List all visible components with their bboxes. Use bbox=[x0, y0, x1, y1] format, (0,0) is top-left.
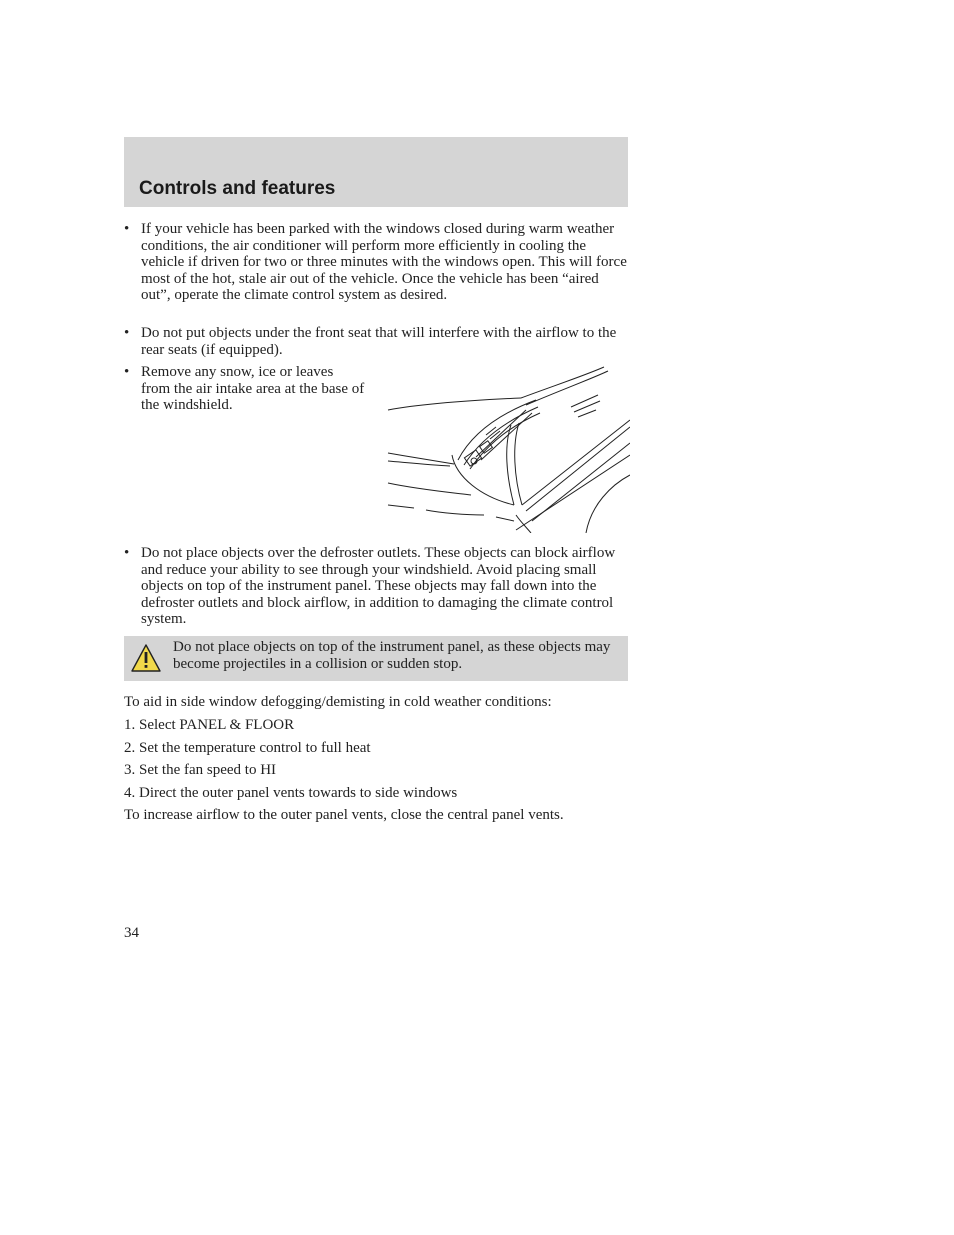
page-number: 34 bbox=[124, 925, 139, 941]
defog-step: 2. Set the temperature control to full heat bbox=[124, 740, 371, 756]
bullet-item bbox=[124, 325, 628, 361]
section-title: Controls and features bbox=[139, 178, 336, 199]
bullet-dot: • bbox=[124, 221, 130, 237]
warning-box bbox=[124, 636, 628, 681]
bullet-text: Do not place objects over the defroster outlets. These objects can block airflow and reduce your ability to see through your windshield. Avoid placing small objects on top of the instrument panel. These objects may fall down into the defroster outlets and block airflow, in addition to damaging the climate control system. bbox=[141, 545, 616, 627]
defog-step: 4. Direct the outer panel vents towards to side windows bbox=[124, 785, 458, 801]
section-header-band bbox=[124, 137, 628, 207]
bullet-dot: • bbox=[124, 325, 130, 341]
defog-outro: To increase airflow to the outer panel vents, close the central panel vents. bbox=[124, 807, 564, 823]
bullet-dot: • bbox=[124, 545, 130, 561]
bullet-text: Do not put objects under the front seat that will interfere with the airflow to the rear seats (if equipped). bbox=[141, 325, 617, 358]
bullet-text: Remove any snow, ice or leaves from the air intake area at the base of the windshield. bbox=[141, 364, 365, 413]
bullet-text: If your vehicle has been parked with the windows closed during warm weather conditions, the air conditioner will perform more efficiently in cooling the vehicle if driven for two or three minutes with the windows open. This will force most of the hot, stale air out of the vehicle. Once the vehicle has been “aired out”, operate the climate control system as desired. bbox=[141, 221, 627, 303]
warning-text: Do not place objects on top of the instrument panel, as these objects may become projectiles in a collision or sudden stop. bbox=[173, 639, 611, 672]
defog-intro: To aid in side window defogging/demisting in cold weather conditions: bbox=[124, 694, 552, 710]
bullet-item bbox=[124, 221, 628, 321]
defog-step: 1. Select PANEL & FLOOR bbox=[124, 717, 295, 733]
bullet-dot: • bbox=[124, 364, 130, 380]
bullet-item bbox=[124, 545, 628, 629]
defog-step: 3. Set the fan speed to HI bbox=[124, 762, 277, 778]
air-intake-illustration bbox=[386, 365, 630, 533]
warning-triangle-icon bbox=[130, 643, 162, 673]
